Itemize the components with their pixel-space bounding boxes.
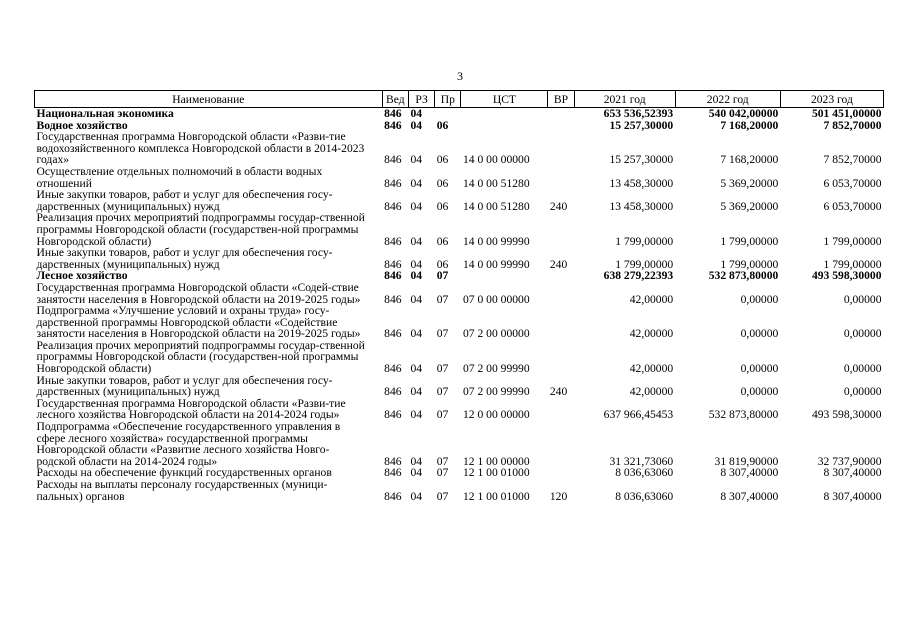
row-amount-2022: 532 873,80000	[708, 269, 779, 283]
row-rz: 04	[410, 107, 423, 120]
row-amount-2023: 6 053,70000	[823, 176, 882, 190]
col-header-vr: ВР	[548, 91, 574, 108]
row-pr: 07	[436, 454, 449, 468]
row-cst: 12 1 00 00000	[462, 454, 530, 468]
row-vr	[548, 421, 574, 467]
row-ved: 846	[384, 362, 402, 376]
row-pr: 06	[436, 257, 449, 271]
row-amount-2022: 5 369,20000	[720, 176, 779, 190]
row-amount-2023: 7 852,70000	[823, 153, 882, 167]
table-row	[35, 375, 884, 398]
row-rz: 04	[410, 489, 423, 503]
row-vr	[548, 270, 574, 282]
row-cst: 14 0 00 51280	[462, 199, 530, 213]
col-header-name: Наименование	[35, 91, 383, 108]
row-amount-2022: 5 369,20000	[720, 199, 779, 213]
row-rz: 04	[410, 466, 423, 480]
row-name: Государственная программа Новгородской области «Разви-тие лесного хозяйства Новгородской области на 2014-2024 годы»	[36, 396, 346, 422]
row-vr: 240	[549, 385, 568, 399]
row-amount-2022: 0,00000	[740, 292, 779, 306]
row-amount-2022: 0,00000	[740, 327, 779, 341]
table-header-row	[35, 91, 884, 108]
table-row	[35, 247, 884, 270]
row-rz: 04	[410, 257, 423, 271]
row-amount-2023: 0,00000	[843, 292, 882, 306]
row-vr: 240	[549, 199, 568, 213]
row-vr	[548, 467, 574, 479]
row-vr	[548, 212, 574, 247]
row-rz: 04	[410, 176, 423, 190]
row-rz: 04	[410, 292, 423, 306]
row-cst: 14 0 00 00000	[462, 153, 530, 167]
row-vr: 240	[549, 257, 568, 271]
col-header-cst: ЦСТ	[461, 91, 548, 108]
row-amount-2021: 42,00000	[629, 362, 674, 376]
row-pr: 07	[436, 327, 449, 341]
row-name: Государственная программа Новгородской области «Содей-ствие занятости населения в Новгородской области на 2019-2025 годы»	[36, 280, 361, 306]
row-cst: 14 0 00 51280	[462, 176, 530, 190]
row-amount-2023: 0,00000	[843, 327, 882, 341]
row-cst: 12 1 00 01000	[462, 466, 530, 480]
row-pr: 06	[436, 118, 449, 132]
col-header-ved: Вед	[382, 91, 408, 108]
row-amount-2021: 8 036,63060	[615, 489, 674, 503]
row-amount-2022: 1 799,00000	[720, 234, 779, 248]
row-ved: 846	[384, 327, 402, 341]
row-amount-2023: 8 307,40000	[823, 466, 882, 480]
row-cst: 12 1 00 01000	[462, 489, 530, 503]
budget-table	[34, 90, 884, 502]
row-ved: 846	[384, 454, 402, 468]
table-row	[35, 212, 884, 247]
table-row	[35, 340, 884, 375]
col-header-2022: 2022 год	[675, 91, 780, 108]
row-cst	[461, 108, 548, 120]
col-header-pr: Пр	[435, 91, 461, 108]
row-amount-2022: 7 168,20000	[720, 118, 779, 132]
row-vr: 120	[549, 489, 568, 503]
row-amount-2021: 1 799,00000	[615, 234, 674, 248]
row-amount-2021: 13 458,30000	[609, 199, 674, 213]
row-cst: 14 0 00 99990	[462, 234, 530, 248]
row-pr: 06	[436, 153, 449, 167]
row-cst	[461, 120, 548, 132]
row-ved: 846	[384, 234, 402, 248]
row-ved: 846	[384, 257, 402, 271]
row-amount-2023: 1 799,00000	[823, 234, 882, 248]
row-amount-2023: 493 598,30000	[811, 408, 882, 422]
row-name: Подпрограмма «Обеспечение государственного управления в сфере лесного хозяйства» государственной программы Новгородской области «Развитие лесного хозяйства Новго-родской области на 2014-2024 годы»	[36, 420, 341, 468]
row-ved: 846	[384, 107, 402, 120]
row-name: Расходы на обеспечение функций государственных органов	[36, 466, 332, 480]
row-rz: 04	[410, 199, 423, 213]
row-vr	[548, 398, 574, 421]
row-vr	[548, 282, 574, 305]
row-rz: 04	[410, 269, 423, 283]
row-rz: 04	[410, 454, 423, 468]
row-name: Национальная экономика	[36, 107, 174, 120]
table-row	[35, 282, 884, 305]
row-amount-2022: 0,00000	[740, 385, 779, 399]
row-amount-2021: 653 536,52393	[603, 107, 674, 120]
row-ved: 846	[384, 489, 402, 503]
row-name: Расходы на выплаты персоналу государственных (муници-пальных) органов	[36, 478, 328, 503]
row-name: Иные закупки товаров, работ и услуг для обеспечения госу-дарственных (муниципальных) нужд	[36, 246, 333, 271]
row-name: Иные закупки товаров, работ и услуг для обеспечения госу-дарственных (муниципальных) нужд	[36, 373, 333, 399]
row-pr: 07	[436, 408, 449, 422]
row-amount-2021: 1 799,00000	[615, 257, 674, 271]
row-cst	[461, 270, 548, 282]
row-vr	[548, 108, 574, 120]
row-ved: 846	[384, 199, 402, 213]
row-cst: 07 2 00 00000	[462, 327, 530, 341]
row-amount-2023: 0,00000	[843, 385, 882, 399]
row-pr: 07	[436, 466, 449, 480]
row-amount-2023: 7 852,70000	[823, 118, 882, 132]
row-ved: 846	[384, 408, 402, 422]
row-pr: 06	[436, 176, 449, 190]
row-amount-2023: 8 307,40000	[823, 489, 882, 503]
row-vr	[548, 305, 574, 340]
row-pr: 07	[436, 385, 449, 399]
row-amount-2021: 42,00000	[629, 385, 674, 399]
row-name: Государственная программа Новгородской области «Разви-тие водохозяйственного комплекса Новгородской области в 2014-2023 годах»	[36, 130, 365, 167]
row-name: Реализация прочих мероприятий подпрограммы государ-ственной программы Новгородской области (государствен-ной программы Новгородской области)	[36, 338, 365, 376]
row-ved: 846	[384, 466, 402, 480]
row-amount-2021: 31 321,73060	[609, 454, 674, 468]
row-ved: 846	[384, 269, 402, 283]
row-ved: 846	[384, 153, 402, 167]
row-amount-2023: 501 451,00000	[811, 107, 882, 120]
row-amount-2021: 15 257,30000	[609, 153, 674, 167]
row-rz: 04	[410, 362, 423, 376]
row-rz: 04	[410, 234, 423, 248]
page-number: 3	[457, 69, 463, 83]
row-name: Реализация прочих мероприятий подпрограммы государ-ственной программы Новгородской области (государствен-ной программы Новгородской области)	[36, 211, 365, 248]
row-amount-2022: 7 168,20000	[720, 153, 779, 167]
table-body	[35, 108, 884, 503]
col-header-2023: 2023 год	[780, 91, 883, 108]
row-name: Осуществление отдельных полномочий в области водных отношений	[36, 164, 323, 190]
row-amount-2022: 8 307,40000	[720, 466, 779, 480]
table-row	[35, 479, 884, 502]
row-pr: 06	[436, 199, 449, 213]
row-pr: 07	[436, 362, 449, 376]
row-rz: 04	[410, 385, 423, 399]
row-amount-2021: 637 966,45453	[603, 408, 674, 422]
row-cst: 07 2 00 99990	[462, 362, 530, 376]
row-amount-2022: 1 799,00000	[720, 257, 779, 271]
row-amount-2022: 8 307,40000	[720, 489, 779, 503]
row-rz: 04	[410, 408, 423, 422]
table-row	[35, 189, 884, 212]
row-amount-2021: 15 257,30000	[609, 118, 674, 132]
row-amount-2022: 0,00000	[740, 362, 779, 376]
row-vr	[548, 131, 574, 166]
row-vr	[548, 120, 574, 132]
row-pr: 07	[436, 269, 449, 283]
row-name: Подпрограмма «Улучшение условий и охраны труда» госу-дарственной программы Новгородской области «Содействие занятости населения в Новгородской области на 2019-2025 годы»	[36, 304, 361, 341]
row-amount-2022: 540 042,00000	[708, 107, 779, 120]
row-amount-2023: 1 799,00000	[823, 257, 882, 271]
row-ved: 846	[384, 385, 402, 399]
row-ved: 846	[384, 292, 402, 306]
row-name: Иные закупки товаров, работ и услуг для обеспечения госу-дарственных (муниципальных) нужд	[36, 188, 333, 213]
row-amount-2021: 42,00000	[629, 292, 674, 306]
row-rz: 04	[410, 118, 423, 132]
row-amount-2022: 532 873,80000	[708, 408, 779, 422]
row-amount-2023: 0,00000	[843, 362, 882, 376]
row-amount-2021: 638 279,22393	[603, 269, 674, 283]
table-row	[35, 398, 884, 421]
row-pr: 06	[436, 234, 449, 248]
table-row	[35, 131, 884, 166]
row-amount-2021: 8 036,63060	[615, 466, 674, 480]
row-cst: 12 0 00 00000	[462, 408, 530, 422]
row-amount-2023: 32 737,90000	[817, 454, 882, 468]
row-rz: 04	[410, 153, 423, 167]
row-amount-2021: 42,00000	[629, 327, 674, 341]
row-amount-2022: 31 819,90000	[714, 454, 779, 468]
row-ved: 846	[384, 118, 402, 132]
table-row	[35, 305, 884, 340]
row-cst: 14 0 00 99990	[462, 257, 530, 271]
col-header-rz: РЗ	[408, 91, 434, 108]
row-vr	[548, 166, 574, 189]
row-cst: 07 0 00 00000	[462, 292, 530, 306]
row-pr: 07	[436, 292, 449, 306]
table-row	[35, 166, 884, 189]
row-amount-2023: 6 053,70000	[823, 199, 882, 213]
row-amount-2023: 493 598,30000	[811, 269, 882, 283]
row-rz: 04	[410, 327, 423, 341]
row-vr	[548, 340, 574, 375]
row-name: Лесное хозяйство	[36, 269, 128, 283]
row-name: Водное хозяйство	[36, 118, 128, 132]
row-amount-2021: 13 458,30000	[609, 176, 674, 190]
row-pr: 07	[436, 489, 449, 503]
table-row	[35, 108, 884, 120]
row-cst: 07 2 00 99990	[462, 385, 530, 399]
row-pr	[435, 108, 461, 120]
row-ved: 846	[384, 176, 402, 190]
table-row	[35, 421, 884, 467]
col-header-2021: 2021 год	[574, 91, 675, 108]
